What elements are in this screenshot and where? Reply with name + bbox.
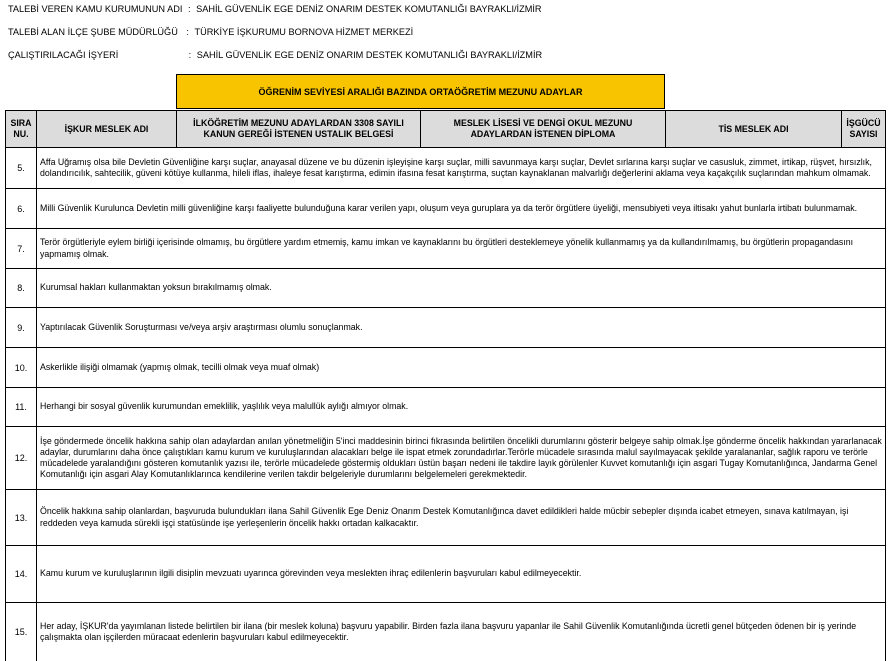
table-row — [6, 546, 886, 603]
table-row — [6, 269, 886, 308]
row-number: 12. — [6, 427, 37, 490]
row-text: Askerlikle ilişiği olmamak (yapmış olmak, tecilli olmak veya muaf olmak) — [37, 348, 886, 388]
header-text: İLKÖĞRETİM MEZUNU ADAYLARDAN 3308 SAYILI — [193, 118, 404, 128]
row-number: 6. — [6, 189, 37, 229]
table-row — [6, 388, 886, 427]
header-meslek-adi: İŞKUR MESLEK ADI — [37, 111, 177, 148]
table-header-row — [6, 111, 886, 148]
row-text: Her aday, İŞKUR'da yayımlanan listede belirtilen bir ilana (bir meslek koluna) başvuru yapabilir. Birden fazla ilana başvuru yapanlar ile Sahil Güvenlik Komutanlığında ücretli genel bütçeden ödenen bir iş yerinde çalışmakta olan işçilerden müracaat edenlerin başvuruları kabul edilmeyecektir. — [37, 603, 886, 661]
header-value: SAHİL GÜVENLİK EGE DENİZ ONARIM DESTEK KOMUTANLIĞI BAYRAKLI/İZMİR — [196, 50, 543, 60]
row-text: Kurumsal hakları kullanmaktan yoksun bırakılmamış olmak. — [37, 269, 886, 308]
row-number: 10. — [6, 348, 37, 388]
row-text: Herhangi bir sosyal güvenlik kurumundan emeklilik, yaşlılık veya malullük aylığı almıyor olmak. — [37, 388, 886, 427]
table-row — [6, 603, 886, 661]
header-text: İŞGÜCÜ — [846, 118, 881, 128]
header-ustalik-belgesi — [177, 111, 421, 148]
row-number: 9. — [6, 308, 37, 348]
table-row — [6, 229, 886, 269]
row-text: Affa Uğramış olsa bile Devletin Güvenliğine karşı suçlar, anayasal düzene ve bu düzenin işleyişine karşı suçlar, milli savunmaya karşı suçlar, Devlet sırlarına karşı suçlar ve casusluk, zimmet, irtikap, rüşvet, hırsızlık, dolandırıcılık, sahtecilik, güveni kötüye kullanma, hileli iflas, ihaleye fesat karıştırma, edimin ifasına fesat karıştırma, suçtan kaynaklanan malvarlığı değerlerini aklama veya kaçakçılık suçlarından mahkum olmamak. — [37, 148, 886, 189]
table-row — [6, 308, 886, 348]
header-text: NU. — [13, 129, 29, 139]
header-diploma — [421, 111, 666, 148]
row-number: 15. — [6, 603, 37, 661]
row-number: 13. — [6, 490, 37, 546]
header-value: SAHİL GÜVENLİK EGE DENİZ ONARIM DESTEK KOMUTANLIĞI BAYRAKLI/İZMİR — [196, 4, 542, 14]
header-line-workplace — [8, 50, 542, 60]
row-text: Terör örgütleriyle eylem birliği içerisinde olmamış, bu örgütlere yardım etmemiş, kamu imkan ve kaynaklarını bu örgütleri desteklemeye yönelik kullanmamış ya da kullandırılmamış, bu örgütlerin propagandasını yapmamış olmak. — [37, 229, 886, 269]
header-value: TÜRKİYE İŞKURUMU BORNOVA HİZMET MERKEZİ — [194, 27, 414, 37]
row-number: 8. — [6, 269, 37, 308]
header-text: SAYISI — [849, 129, 878, 139]
header-sira-no — [6, 111, 37, 148]
header-separator: : — [187, 4, 191, 14]
requirements-table — [5, 110, 886, 661]
row-text: Öncelik hakkına sahip olanlardan, başvuruda bulundukları ilana Sahil Güvenlik Ege Deniz Onarım Destek Komutanlığınca davet edildikleri halde mücbir sebepler dışında icabet etmeyen, sınava katılmayan, işi reddeden veya kamuda sürekli işçi statüsünde işe yerleşenlerin öncelik hakkı ortadan kalkacaktır. — [37, 490, 886, 546]
row-number: 14. — [6, 546, 37, 603]
header-line-requesting-institution — [8, 4, 542, 14]
row-text: İşe göndermede öncelik hakkına sahip olan adaylardan anılan yönetmeliğin 5'inci maddesinin birinci fıkrasında belirtilen öncelikli durumlarını gösterir belgeye sahip olmak.İşe gönderme öncelik hakkından yararlanacak adaylar, durumlarını daha önce çalıştıkları kamu kurum ve kuruluşlarından alacakları belge ile ispat etmek zorundadırlar.Terörle mücadele sırasında malul sayılmayacak şekilde yaralananlar, sağlık raporu ve terörle mücadelede yaralandığını gösteren komutanlık yazısı ile, terörle mücadelede göstermiş oldukları üstün başarı nedeni ile takdire layık görülenler Kuvvet komutanlığı için asgari Tugay Komutanlığınca, Jandarma Genel Komutanlığı için asgari Alay Komutanlıklarınca kendilerine verilen takdir belgeleriyle durumlarını belgelemeleri gerekmektedir. — [37, 427, 886, 490]
row-number: 5. — [6, 148, 37, 189]
header-isgucu-sayisi — [842, 111, 886, 148]
row-number: 7. — [6, 229, 37, 269]
header-tis-meslek-adi: TİS MESLEK ADI — [666, 111, 842, 148]
header-text: ADAYLARDAN İSTENEN DİPLOMA — [470, 129, 616, 139]
header-label: TALEBİ ALAN İLÇE ŞUBE MÜDÜRLÜĞÜ — [8, 27, 178, 37]
header-separator: : — [186, 27, 189, 37]
header-text: KANUN GEREĞİ İSTENEN USTALIK BELGESİ — [203, 129, 394, 139]
header-line-branch-office — [8, 27, 413, 37]
header-label: TALEBİ VEREN KAMU KURUMUNUN ADI — [8, 4, 183, 14]
header-text: MESLEK LİSESİ VE DENGİ OKUL MEZUNU — [453, 118, 633, 128]
row-text: Kamu kurum ve kuruluşlarının ilgili disiplin mevzuatı uyarınca görevinden veya meslekten ihraç edilenlerin başvuruları kabul edilmeyecektir. — [37, 546, 886, 603]
header-text: SIRA — [10, 118, 32, 128]
row-number: 11. — [6, 388, 37, 427]
table-row — [6, 427, 886, 490]
row-text: Yaptırılacak Güvenlik Soruşturması ve/veya arşiv araştırması olumlu sonuçlanmak. — [37, 308, 886, 348]
table-row — [6, 148, 886, 189]
header-label: ÇALIŞTIRILACAĞI İŞYERİ — [8, 50, 119, 60]
header-separator: : — [188, 50, 192, 60]
row-text: Milli Güvenlik Kurulunca Devletin milli güvenliğine karşı faaliyette bulunduğuna karar verilen yapı, oluşum veya guruplara ya da terör örgütlere üyeliği, mensubiyeti veya iltisakı yahut bunlarla irtibatı bulunmamak. — [37, 189, 886, 229]
education-level-banner: ÖĞRENİM SEVİYESİ ARALIĞI BAZINDA ORTAÖĞRETİM MEZUNU ADAYLAR — [176, 74, 665, 109]
table-row — [6, 490, 886, 546]
table-row — [6, 189, 886, 229]
table-row — [6, 348, 886, 388]
